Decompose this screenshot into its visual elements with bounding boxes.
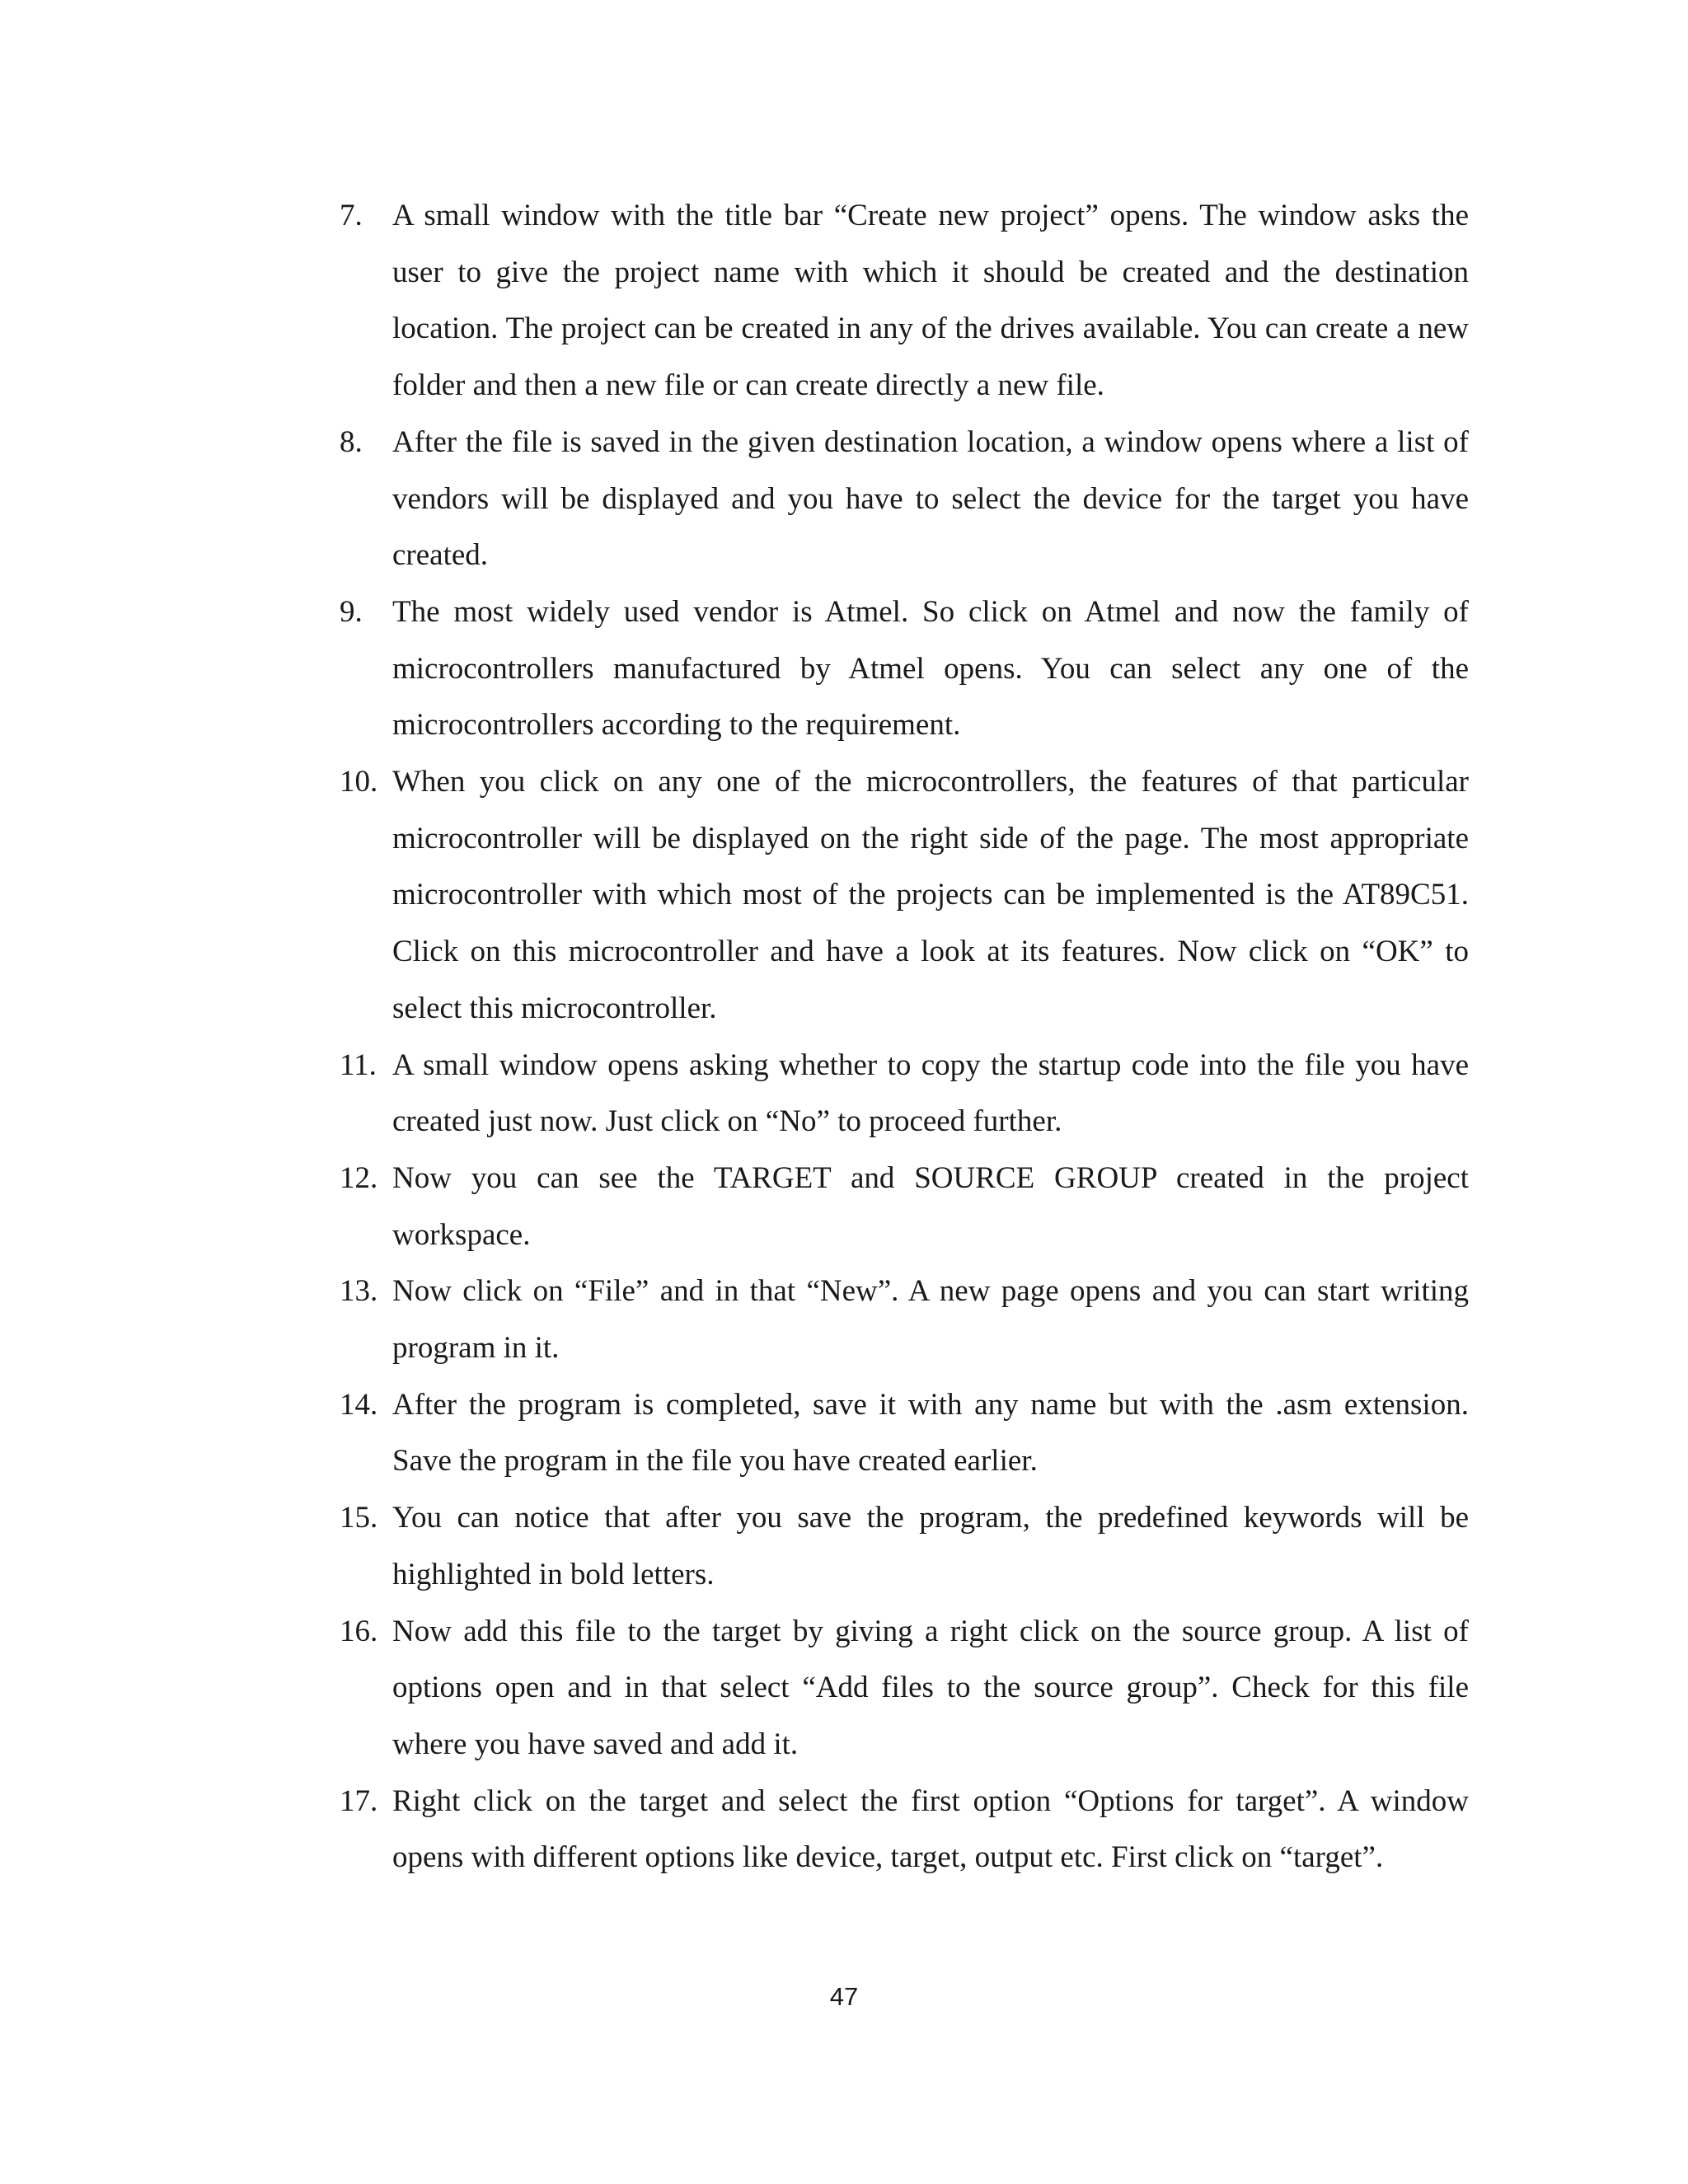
step-text: The most widely used vendor is Atmel. So click on Atmel and now the family of microcontrollers manufactured by Atmel opens. You can select any one of the microcontrollers according to the requirement. (392, 594, 1469, 743)
step-text: After the file is saved in the given destination location, a window opens where a list of vendors will be displayed and you have to select the device for the target you have created. (392, 424, 1469, 573)
page-number: 47 (829, 1982, 859, 2011)
step-text: Now click on “File” and in that “New”. A new page opens and you can start writing program in it. (392, 1274, 1469, 1366)
step-text: When you click on any one of the microcontrollers, the features of that particular microcontroller will be displayed on the right side of the page. The most appropriate microcontroller with which most of the projects can be implemented is the AT89C51. Click on this microcontroller and have a look at its features. Now click on “OK” to select this microcontroller. (392, 765, 1469, 1025)
step-number: 11. (340, 1047, 377, 1082)
step-number: 7. (340, 199, 363, 232)
step-number: 17. (340, 1783, 378, 1818)
step-text: Now you can see the TARGET and SOURCE GROUP created in the project workspace. (392, 1160, 1469, 1252)
list-item (340, 415, 1469, 584)
list-item (340, 1263, 1469, 1376)
step-number: 13. (340, 1274, 378, 1309)
step-number: 9. (340, 594, 363, 629)
list-item (340, 1377, 1469, 1490)
list-item (340, 754, 1469, 1038)
step-text: You can notice that after you save the program, the predefined keywords will be highlighted in bold letters. (392, 1501, 1469, 1591)
list-item (340, 1774, 1469, 1886)
step-number: 16. (340, 1614, 378, 1648)
step-text: A small window opens asking whether to copy the startup code into the file you have created just now. Just click on “No” to proceed further. (392, 1047, 1469, 1139)
step-number: 8. (340, 424, 363, 459)
list-item (340, 1490, 1469, 1603)
step-text: Now add this file to the target by giving a right click on the source group. A list of options open and in that select “Add files to the source group”. Check for this file where you have saved and add it. (392, 1614, 1469, 1761)
step-text: After the program is completed, save it with any name but with the .asm extension. Save the program in the file you have created earlier. (392, 1387, 1469, 1479)
step-number: 12. (340, 1160, 378, 1195)
step-number: 14. (340, 1387, 378, 1422)
list-item (340, 1151, 1469, 1263)
list-item (340, 188, 1469, 415)
list-item (340, 584, 1469, 754)
step-text: A small window with the title bar “Create new project” opens. The window asks the user to give the project name with which it should be created and the destination location. The project can be created in any of the drives available. You can create a new folder and then a new file or can create directly a new file. (392, 199, 1469, 403)
list-item (340, 1038, 1469, 1151)
step-number: 15. (340, 1501, 378, 1535)
numbered-steps-list (340, 188, 1469, 1886)
step-number: 10. (340, 765, 378, 799)
list-item (340, 1604, 1469, 1774)
step-text: Right click on the target and select the first option “Options for target”. A window opens with different options like device, target, output etc. First click on “target”. (392, 1783, 1469, 1875)
